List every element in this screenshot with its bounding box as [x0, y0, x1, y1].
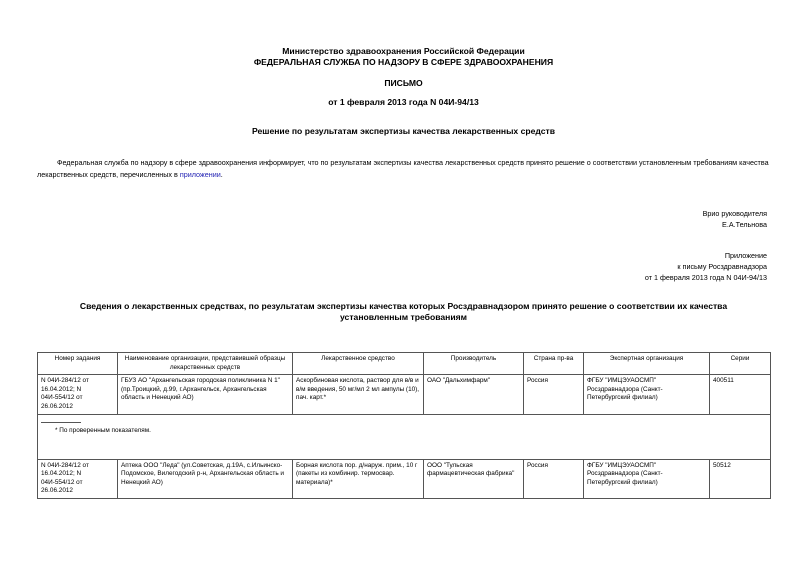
col-header-drug: Лекарственное средство	[293, 353, 424, 375]
appendix-label: Приложение	[724, 251, 767, 260]
cell-expert: ФГБУ "ИМЦЭУАОСМП" Росздравнадзора (Санкт-Петербургский филиал)	[584, 375, 710, 414]
service-name: ФЕДЕРАЛЬНАЯ СЛУЖБА ПО НАДЗОРУ В СФЕРЕ ЗДРАВООХРАНЕНИЯ	[253, 57, 554, 67]
cell-series: 400511	[710, 375, 771, 414]
document-date-number: от 1 февраля 2013 года N 04И-94/13	[328, 97, 479, 107]
footnote-text: * По проверенным показателям.	[55, 426, 151, 434]
cell-number: N 04И-284/12 от 16.04.2012; N 04И-554/12 от 26.06.2012	[38, 459, 118, 498]
cell-country: Россия	[524, 375, 584, 414]
appendix-to-letter: к письму Росздравнадзора	[677, 262, 767, 271]
col-header-series: Серии	[710, 353, 771, 375]
table-row	[38, 375, 771, 414]
footnote-cell	[38, 414, 771, 459]
col-header-expert: Экспертная организация	[584, 353, 710, 375]
cell-org: Аптека ООО "Леда" (ул.Советская, д.19А, с.Ильинско-Подомское, Вилегодский р-н, Архангельская область и Ненецкий АО)	[118, 459, 293, 498]
appendix-date-number: от 1 февраля 2013 года N 04И-94/13	[644, 273, 767, 282]
cell-number: N 04И-284/12 от 16.04.2012; N 04И-554/12 от 26.06.2012	[38, 375, 118, 414]
cell-drug: Борная кислота пор. д/наруж. прим., 10 г (пакеты из комбинир. термосвар. материала)*	[293, 459, 424, 498]
col-header-country: Страна пр-ва	[524, 353, 584, 375]
cell-manufacturer: ОАО "Дальхимфарм"	[424, 375, 524, 414]
table-row	[38, 459, 771, 498]
document-title: Решение по результатам экспертизы качества лекарственных средств	[251, 126, 556, 136]
cell-manufacturer: ООО "Тульская фармацевтическая фабрика"	[424, 459, 524, 498]
ministry-name: Министерство здравоохранения Российской Федерации	[282, 46, 525, 56]
cell-expert: ФГБУ "ИМЦЭУАОСМП" Росздравнадзора (Санкт-Петербургский филиал)	[584, 459, 710, 498]
footnote-divider	[41, 422, 81, 423]
main-paragraph	[37, 157, 769, 181]
col-header-org: Наименование организации, представившей образцы лекарственных средств	[118, 353, 293, 375]
paragraph-text: Федеральная служба по надзору в сфере здравоохранения информирует, что по результатам экспертизы качества лекарственных средств принято решение о соответствии установленным требованиям качества лекарственных средств, перечисленных в	[37, 158, 769, 179]
signature-name: Е.А.Тельнова	[722, 220, 767, 229]
cell-country: Россия	[524, 459, 584, 498]
drugs-table	[37, 352, 771, 499]
cell-org: ГБУЗ АО "Архангельская городская поликлиника N 1" (пр.Троицкий, д.99, г.Архангельск, Архангельская область и Ненецкий АО)	[118, 375, 293, 414]
table-footnote-row	[38, 414, 771, 459]
appendix-link[interactable]: приложении	[179, 170, 221, 179]
document-type: ПИСЬМО	[384, 78, 423, 88]
col-header-number: Номер задания	[38, 353, 118, 375]
paragraph-end: .	[220, 170, 223, 179]
table-header-row	[38, 353, 771, 375]
appendix-heading: Сведения о лекарственных средствах, по результатам экспертизы качества которых Росздравнадзором принято решение о соответствии их качества установленным требованиям	[79, 301, 728, 322]
cell-drug: Аскорбиновая кислота, раствор для в/в и в/м введения, 50 мг/мл 2 мл ампулы (10), пач. карт.*	[293, 375, 424, 414]
signature-position: Врио руководителя	[702, 209, 767, 218]
cell-series: 50512	[710, 459, 771, 498]
col-header-manufacturer: Производитель	[424, 353, 524, 375]
